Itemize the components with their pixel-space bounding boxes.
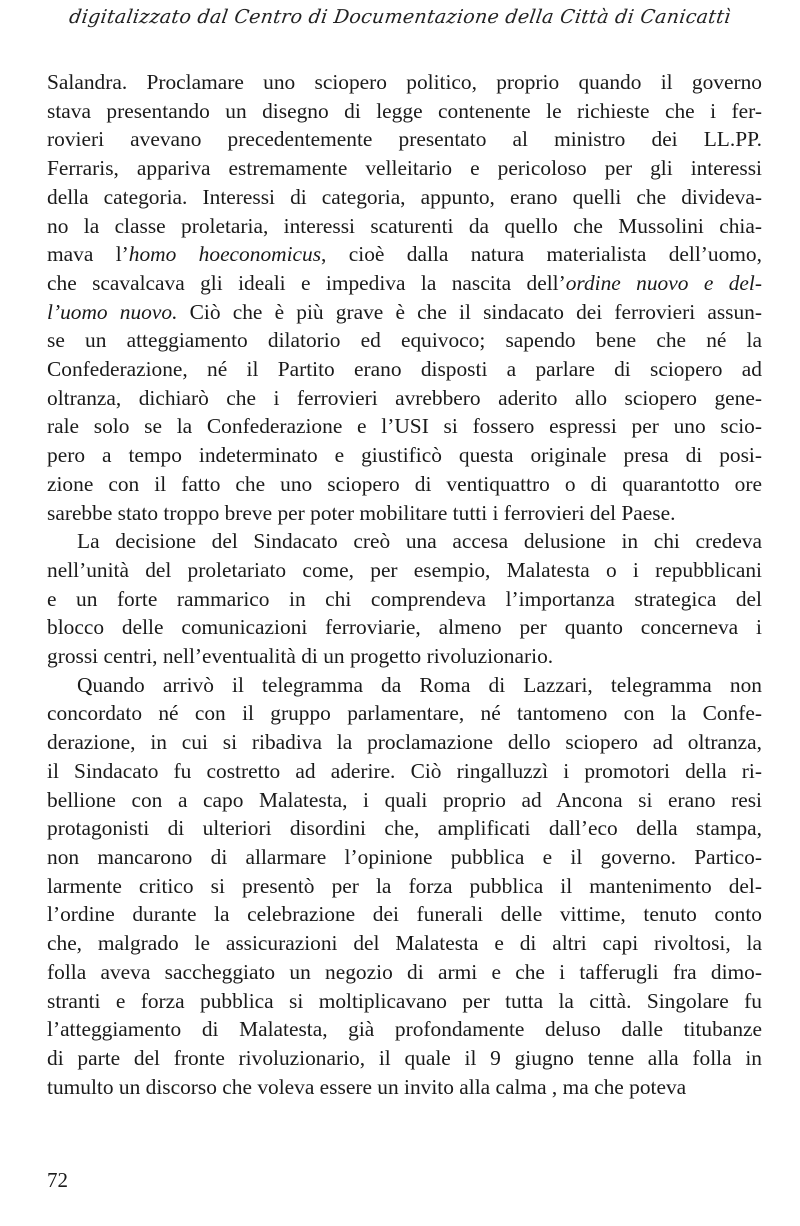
text-line: [47, 987, 762, 1016]
text-segment: oltranza, dichiarò che i ferrovieri avrebbero aderito allo sciopero gene-: [47, 385, 762, 410]
text-line: [47, 900, 762, 929]
italic-text: ordine nuovo e del-: [565, 270, 762, 295]
text-segment: rale solo se la Confederazione e l’USI si fossero espressi per uno scio-: [47, 414, 762, 439]
text-line: [47, 441, 762, 470]
text-line: [47, 412, 762, 441]
text-line: [47, 154, 762, 183]
text-segment: concordato né con il gruppo parlamentare, né tantomeno con la Confe-: [47, 701, 762, 726]
text-segment: folla aveva saccheggiato un negozio di armi e che i tafferugli fra dimo-: [47, 959, 762, 984]
italic-text: l’uomo nuovo.: [47, 299, 178, 324]
text-segment: no la classe proletaria, interessi scaturenti da quello che Mussolini chia-: [47, 213, 762, 238]
text-line: [47, 183, 762, 212]
text-segment: della categoria. Interessi di categoria, appunto, erano quelli che divideva-: [47, 184, 762, 209]
text-segment: pero a tempo indeterminato e giustificò questa originale presa di posi-: [47, 443, 762, 468]
text-segment: grossi centri, nell’eventualità di un progetto rivoluzionario.: [47, 644, 554, 669]
text-line: [47, 585, 762, 614]
text-segment: di parte del fronte rivoluzionario, il quale il 9 giugno tenne alla folla in: [47, 1045, 762, 1070]
text-line: [47, 326, 762, 355]
text-segment: che scavalcava gli ideali e impediva la nascita dell’: [47, 270, 566, 295]
text-segment: che, malgrado le assicurazioni del Malatesta e di altri capi rivoltosi, la: [47, 931, 762, 956]
text-line: [47, 556, 762, 585]
paragraph: [47, 527, 762, 671]
text-segment: blocco delle comunicazioni ferroviarie, almeno per quanto concerneva i: [47, 615, 762, 640]
text-segment: l’ordine durante la celebrazione dei funerali delle vittime, tenuto conto: [47, 902, 762, 927]
text-line: [47, 728, 762, 757]
text-line: [47, 240, 762, 269]
text-line: [47, 843, 762, 872]
text-segment: nell’unità del proletariato come, per esempio, Malatesta o i repubblicani: [47, 557, 762, 582]
text-segment: stava presentando un disegno di legge contenente le richieste che i fer-: [47, 98, 762, 123]
text-line: [47, 97, 762, 126]
text-segment: Ciò che è più grave è che il sindacato dei ferrovieri assun-: [177, 299, 762, 324]
text-segment: mava l’: [47, 242, 129, 267]
text-segment: zione con il fatto che uno sciopero di ventiquattro o di quarantotto ore: [47, 471, 762, 496]
text-line: [47, 269, 762, 298]
text-line: [47, 814, 762, 843]
text-line: [47, 68, 762, 97]
text-line: [47, 470, 762, 499]
text-line: [47, 1073, 762, 1102]
text-line: [47, 384, 762, 413]
text-segment: e un forte rammarico in chi comprendeva l’importanza strategica del: [47, 586, 762, 611]
text-segment: derazione, in cui si ribadiva la proclamazione dello sciopero ad oltranza,: [47, 730, 762, 755]
italic-text: homo hoeconomicus: [128, 242, 322, 267]
text-line: [47, 929, 762, 958]
text-line: [47, 298, 762, 327]
text-segment: tumulto un discorso che voleva essere un invito alla calma , ma che poteva: [47, 1074, 687, 1099]
text-segment: rovieri avevano precedentemente presentato al ministro dei LL.PP.: [47, 127, 762, 152]
text-segment: bellione con a capo Malatesta, i quali proprio ad Ancona si erano resi: [47, 787, 762, 812]
text-segment: , cioè dalla natura materialista dell’uomo,: [321, 242, 762, 267]
text-line: [47, 527, 762, 556]
text-line: [47, 1015, 762, 1044]
text-line: [47, 671, 762, 700]
text-line: [47, 355, 762, 384]
text-line: [47, 125, 762, 154]
text-line: [47, 613, 762, 642]
text-segment: Ferraris, appariva estremamente velleitario e pericoloso per gli interessi: [47, 156, 762, 181]
page-number: 72: [47, 1168, 68, 1192]
text-segment: protagonisti di ulteriori disordini che, amplificati dall’eco della stampa,: [47, 816, 762, 841]
text-line: [47, 757, 762, 786]
text-segment: Confederazione, né il Partito erano disposti a parlare di sciopero ad: [47, 357, 762, 382]
text-segment: Quando arrivò il telegramma da Roma di Lazzari, telegramma non: [77, 672, 762, 697]
text-segment: l’atteggiamento di Malatesta, già profondamente deluso dalle titubanze: [47, 1017, 762, 1042]
paragraph: [47, 671, 762, 1102]
text-segment: sarebbe stato troppo breve per poter mobilitare tutti i ferrovieri del Paese.: [47, 500, 676, 525]
text-line: [47, 872, 762, 901]
text-segment: il Sindacato fu costretto ad aderire. Ciò ringalluzzì i promotori della ri-: [47, 758, 762, 783]
text-segment: Salandra. Proclamare uno sciopero politico, proprio quando il governo: [47, 70, 762, 94]
text-segment: non mancarono di allarmare l’opinione pubblica e il governo. Partico-: [47, 844, 762, 869]
watermark: digitalizzato dal Centro di Documentazione della Città di Canicattì: [67, 6, 733, 28]
page-body: [47, 68, 762, 1101]
text-segment: larmente critico si presentò per la forza pubblica il mantenimento del-: [47, 873, 762, 898]
text-line: [47, 699, 762, 728]
text-segment: stranti e forza pubblica si moltiplicavano per tutta la città. Singolare fu: [47, 988, 762, 1013]
text-line: [47, 212, 762, 241]
paragraph: [47, 68, 762, 527]
text-line: [47, 1044, 762, 1073]
text-line: [47, 786, 762, 815]
text-segment: La decisione del Sindacato creò una accesa delusione in chi credeva: [77, 529, 762, 554]
text-line: [47, 499, 762, 528]
text-segment: se un atteggiamento dilatorio ed equivoco; sapendo bene che né la: [47, 328, 762, 353]
text-line: [47, 958, 762, 987]
text-line: [47, 642, 762, 671]
